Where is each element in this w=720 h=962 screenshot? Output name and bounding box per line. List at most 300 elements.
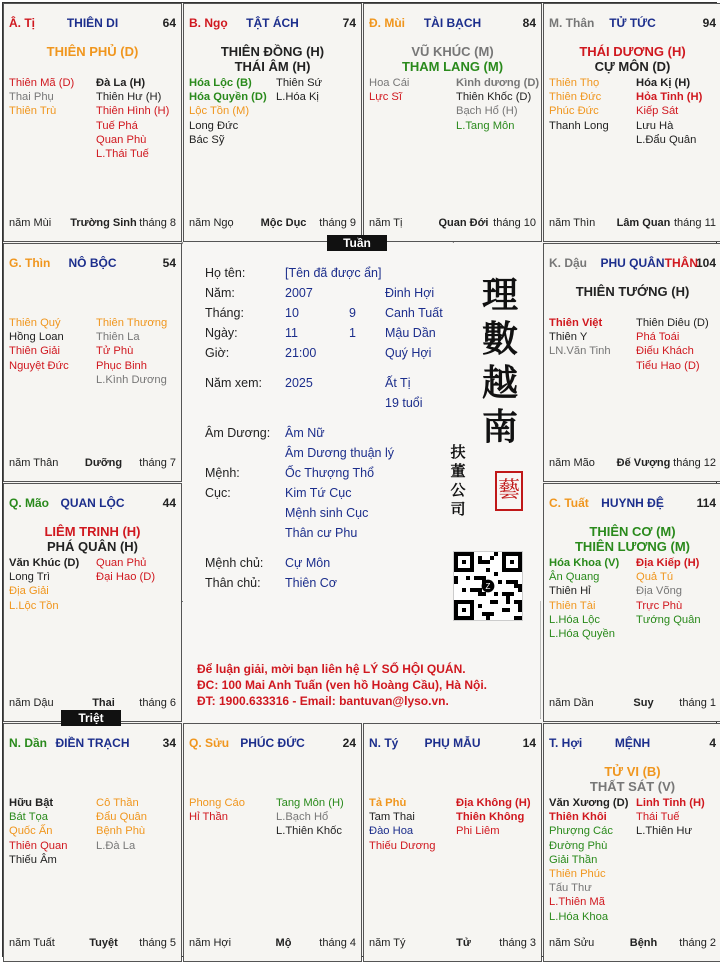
palace-stage: Trường Sinh <box>70 217 137 229</box>
palace-suu[interactable] <box>183 723 362 962</box>
palace-month: tháng 12 <box>673 457 716 469</box>
main-star: CỰ MÔN (D) <box>594 59 671 74</box>
minor-star: Bạch Hổ (H) <box>456 105 518 118</box>
logo-glyph: 越 <box>481 362 518 404</box>
palace-position: Q. Mão <box>9 496 50 510</box>
minor-stars-left <box>9 556 79 613</box>
minor-star: Thiên Khôi <box>549 811 607 824</box>
palace-stage: Tuyệt <box>89 937 118 949</box>
minor-star: Đại Hao (D) <box>96 571 156 584</box>
minor-star: L.Hóa Kị <box>276 91 319 104</box>
palace-year: năm Tị <box>369 217 403 229</box>
minor-star: Thiên Việt <box>549 317 603 329</box>
palace-header <box>369 16 536 32</box>
palace-year: năm Thìn <box>549 217 596 229</box>
minor-stars-right <box>636 556 701 627</box>
palace-year: năm Hợi <box>189 937 232 949</box>
palace-month: tháng 10 <box>493 217 536 229</box>
palace-than[interactable] <box>543 3 720 242</box>
palace-age-number: 104 <box>695 256 716 270</box>
label-month: Tháng: <box>205 306 244 320</box>
palace-position: Q. Sửu <box>189 736 230 750</box>
minor-stars-left <box>549 796 628 924</box>
minor-star: Phục Binh <box>96 359 147 372</box>
palace-name: TẬT ÁCH <box>246 16 299 30</box>
palace-year: năm Thân <box>9 457 59 469</box>
palace-header <box>549 736 716 752</box>
palace-month: tháng 2 <box>679 937 716 949</box>
logo-small-glyph: 司 <box>450 500 466 518</box>
label-menh: Mệnh: <box>205 466 240 480</box>
palace-header <box>549 256 716 272</box>
palace-name: PHỤ MẪU <box>424 736 481 750</box>
label-menh-chu: Mệnh chủ: <box>205 556 264 570</box>
logo-calligraphy <box>478 273 522 449</box>
palace-year: năm Dậu <box>9 697 54 709</box>
minor-star: Thiên Phúc <box>549 868 606 881</box>
main-stars <box>546 524 719 554</box>
palace-footer <box>9 217 176 231</box>
triet-marker: Triệt <box>61 710 121 726</box>
minor-star: Bát Tọa <box>9 811 48 824</box>
palace-name: HUYNH ĐỆ <box>601 496 664 510</box>
contact-block <box>197 661 537 709</box>
palace-age-number: 54 <box>162 256 176 270</box>
minor-star: Thiên Hỉ <box>549 585 591 598</box>
minor-star: Thiên Mã (D) <box>9 77 75 89</box>
palace-year: năm Tuất <box>9 937 55 949</box>
tuan-marker: Tuần <box>327 235 387 251</box>
palace-hoi[interactable] <box>543 723 720 962</box>
minor-star: Tấu Thư <box>549 882 592 895</box>
value-view-canchi: Ất Tị <box>385 376 411 390</box>
palace-mao[interactable] <box>3 483 182 722</box>
minor-star: Kình dương (D) <box>456 77 540 89</box>
minor-star: Nguyệt Đức <box>9 359 69 372</box>
main-star: THIÊN ĐỒNG (H) <box>220 44 325 59</box>
minor-star: Quốc Ấn <box>9 825 53 838</box>
minor-star: Thiên Quan <box>9 839 68 852</box>
palace-year: năm Mùi <box>9 217 52 229</box>
palace-position: B. Ngọ <box>189 16 228 30</box>
minor-star: Thiếu Dương <box>369 839 436 852</box>
minor-stars-left <box>189 796 245 824</box>
minor-star: Văn Xương (D) <box>549 797 629 809</box>
minor-star: Thiên Hình (H) <box>96 105 170 118</box>
minor-star: L.Tang Môn <box>456 119 515 132</box>
minor-star: Địa Giải <box>9 585 49 598</box>
minor-star: Quả Tú <box>636 571 674 584</box>
minor-star: L.Hóa Quyền <box>549 628 615 641</box>
value-menh-chu: Cự Môn <box>285 556 331 570</box>
value-day-lunar: 1 <box>349 326 356 340</box>
minor-star: Thai Phụ <box>9 91 54 104</box>
minor-star: Long Đức <box>189 119 239 132</box>
palace-month: tháng 4 <box>319 937 356 949</box>
palace-header <box>189 16 356 32</box>
palace-footer <box>9 937 176 951</box>
minor-stars-right <box>636 76 702 147</box>
palace-mui[interactable] <box>363 3 542 242</box>
minor-star: Thiên Thương <box>96 317 168 329</box>
minor-star: L.Thiên Khốc <box>276 825 342 838</box>
minor-stars-left <box>549 556 619 641</box>
value-name: [Tên đã được ẩn] <box>285 266 382 280</box>
palace-header <box>9 496 176 512</box>
than-marker: THÂN <box>664 256 698 270</box>
value-year-canchi: Đinh Hợi <box>385 286 435 300</box>
palace-footer <box>549 457 716 471</box>
value-cuc: Kim Tứ Cục <box>285 486 352 500</box>
minor-stars-left <box>9 316 69 373</box>
palace-header <box>189 736 356 752</box>
palace-position: T. Hợi <box>549 736 583 750</box>
minor-star: Tướng Quân <box>636 613 701 626</box>
value-day: 11 <box>285 326 298 340</box>
main-star: THÁI ÂM (H) <box>234 59 311 74</box>
minor-star: Thiên Sứ <box>276 77 323 89</box>
palace-header <box>9 736 176 752</box>
minor-star: Thiên Hư (H) <box>96 91 162 104</box>
palace-name: ĐIỀN TRẠCH <box>55 736 130 750</box>
main-star: VŨ KHÚC (M) <box>411 44 494 59</box>
value-hour-canchi: Quý Hợi <box>385 346 432 360</box>
palace-age-number: 64 <box>162 16 176 30</box>
palace-month: tháng 11 <box>673 217 716 229</box>
value-day-canchi: Mậu Dần <box>385 326 436 340</box>
palace-stage: Tử <box>456 937 471 949</box>
minor-star: L.Lộc Tồn <box>9 599 59 612</box>
seal-char: 藝 <box>497 478 520 503</box>
value-amduong-2: Âm Dương thuận lý <box>285 446 394 460</box>
palace-month: tháng 5 <box>139 937 176 949</box>
logo-small-glyph: 董 <box>450 462 466 480</box>
main-star: LIÊM TRINH (H) <box>44 524 141 539</box>
palace-age-number: 34 <box>162 736 176 750</box>
minor-star: L.Thiên Mã <box>549 896 605 909</box>
palace-dan[interactable] <box>3 723 182 962</box>
minor-star: Lộc Tồn (M) <box>189 105 250 118</box>
minor-star: Đào Hoa <box>369 825 414 838</box>
minor-stars-right <box>96 556 155 584</box>
minor-star: Long Trì <box>9 571 51 584</box>
minor-star: Tử Phù <box>96 345 134 358</box>
minor-star: Thiên Không <box>456 811 525 824</box>
minor-stars-right <box>96 76 169 161</box>
minor-stars-right <box>276 796 344 839</box>
logo-small-calligraphy <box>449 443 467 519</box>
minor-stars-right <box>456 76 539 133</box>
palace-position: Â. Tị <box>9 16 35 30</box>
minor-star: Đà La (H) <box>96 77 146 89</box>
value-month-lunar: 9 <box>349 306 356 320</box>
palace-position: M. Thân <box>549 16 595 30</box>
palace-month: tháng 3 <box>499 937 536 949</box>
palace-position: C. Tuất <box>549 496 589 510</box>
label-cuc: Cục: <box>205 486 231 500</box>
minor-star: Thiên Trù <box>9 105 57 118</box>
main-star: THIÊN LƯƠNG (M) <box>574 539 691 554</box>
value-age: 19 tuổi <box>385 396 423 410</box>
minor-star: Hóa Lộc (B) <box>189 77 252 89</box>
minor-star: L.Kình Dương <box>96 373 167 386</box>
value-month: 10 <box>285 306 299 320</box>
label-hour: Giờ: <box>205 346 230 360</box>
palace-footer <box>9 457 176 471</box>
minor-star: Hóa Quyền (D) <box>189 91 267 104</box>
palace-month: tháng 9 <box>319 217 356 229</box>
palace-stage: Lâm Quan <box>616 217 671 229</box>
palace-footer <box>369 217 536 231</box>
minor-stars-left <box>369 796 435 853</box>
label-than-chu: Thân chủ: <box>205 576 261 590</box>
palace-stage: Đế Vượng <box>616 457 671 469</box>
value-hour: 21:00 <box>285 346 317 360</box>
palace-footer <box>9 697 176 711</box>
minor-star: Địa Kiếp (H) <box>636 557 700 569</box>
palace-position: K. Dậu <box>549 256 588 270</box>
main-star: THIÊN PHỦ (D) <box>46 44 139 59</box>
main-star: THIÊN CƠ (M) <box>589 524 676 539</box>
minor-star: Tang Môn (H) <box>276 797 344 809</box>
minor-star: Linh Tinh (H) <box>636 797 705 809</box>
minor-star: Bác Sỹ <box>189 133 225 146</box>
palace-stage: Quan Đới <box>438 217 489 229</box>
minor-star: Phúc Đức <box>549 105 599 118</box>
minor-star: LN.Văn Tinh <box>549 345 611 358</box>
value-year: 2007 <box>285 286 313 300</box>
contact-address: ĐC: 100 Mai Anh Tuấn (ven hồ Hoàng Cầu), Hà Nội. <box>197 678 488 692</box>
minor-stars-left <box>549 316 611 359</box>
minor-star: Thiên Khốc (D) <box>456 91 532 104</box>
palace-header <box>549 496 716 512</box>
palace-age-number: 84 <box>522 16 536 30</box>
main-stars <box>6 524 179 554</box>
palace-footer <box>369 937 536 951</box>
logo-small-glyph: 公 <box>450 481 466 499</box>
palace-footer <box>189 217 356 231</box>
palace-footer <box>549 937 716 951</box>
palace-header <box>9 16 176 32</box>
minor-stars-right <box>96 316 167 387</box>
palace-year: năm Mão <box>549 457 595 469</box>
palace-name: PHÚC ĐỨC <box>240 736 305 750</box>
palace-month: tháng 8 <box>139 217 176 229</box>
palace-year: năm Tý <box>369 937 406 949</box>
palace-footer <box>189 937 356 951</box>
palace-year: năm Sửu <box>549 937 595 949</box>
main-star: THẤT SÁT (V) <box>589 779 676 794</box>
minor-stars-left <box>189 76 267 147</box>
minor-star: Thiếu Âm <box>9 853 57 866</box>
palace-month: tháng 6 <box>139 697 176 709</box>
minor-star: Phá Toái <box>636 331 680 344</box>
minor-star: Hữu Bật <box>9 797 54 809</box>
qr-code[interactable] <box>453 551 523 621</box>
minor-stars-right <box>96 796 147 853</box>
palace-month: tháng 7 <box>139 457 176 469</box>
minor-star: Đường Phù <box>549 839 608 852</box>
minor-star: Đẩu Quân <box>96 811 147 824</box>
logo-glyph: 南 <box>481 406 518 448</box>
main-stars <box>6 44 179 59</box>
minor-stars-right <box>636 796 705 839</box>
minor-star: Thiên Đức <box>549 91 602 104</box>
palace-year: năm Dần <box>549 697 594 709</box>
minor-star: Hóa Khoa (V) <box>549 557 620 569</box>
minor-star: L.Bạch Hổ <box>276 811 329 824</box>
minor-star: Thiên Tài <box>549 599 596 612</box>
label-amduong: Âm Dương: <box>205 426 271 440</box>
main-stars <box>546 284 719 299</box>
label-view-year: Năm xem: <box>205 376 262 390</box>
palace-age-number: 94 <box>702 16 716 30</box>
label-day: Ngày: <box>205 326 238 340</box>
palace-position: N. Tý <box>369 736 399 750</box>
value-view-year: 2025 <box>285 376 313 390</box>
minor-star: Thiên Y <box>549 331 588 344</box>
minor-stars-left <box>9 796 67 867</box>
palace-stage: Mộ <box>275 937 292 949</box>
minor-stars-left <box>369 76 409 104</box>
palace-ty[interactable] <box>3 3 182 242</box>
minor-star: L.Thiên Hư <box>636 825 692 838</box>
main-star: PHÁ QUÂN (H) <box>47 539 138 554</box>
contact-phone-email[interactable]: ĐT: 1900.633316 - Email: bantuvan@lyso.vn. <box>197 694 449 708</box>
minor-star: Trực Phù <box>636 599 683 612</box>
minor-star: Lưu Hà <box>636 119 674 132</box>
palace-name: THIÊN DI <box>66 16 119 30</box>
palace-name: MỆNH <box>614 736 651 750</box>
main-stars <box>186 44 359 74</box>
palace-year: năm Ngọ <box>189 217 234 229</box>
logo-small-glyph: 扶 <box>450 443 466 461</box>
minor-star: Thái Tuế <box>636 811 680 824</box>
palace-stage: Thai <box>92 697 115 709</box>
value-amduong: Âm Nữ <box>285 426 325 440</box>
minor-star: Hỏa Tinh (H) <box>636 91 703 104</box>
palace-stage: Dưỡng <box>84 457 123 469</box>
palace-header <box>9 256 176 272</box>
minor-stars-right <box>636 316 709 373</box>
svg-text:Z: Z <box>485 582 491 592</box>
minor-star: Giải Thần <box>549 853 598 866</box>
minor-star: Địa Không (H) <box>456 797 531 809</box>
value-month-canchi: Canh Tuất <box>385 306 443 320</box>
value-cuc-3: Thân cư Phu <box>285 526 358 540</box>
palace-age-number: 24 <box>342 736 356 750</box>
palace-name: TÀI BẠCH <box>423 16 482 30</box>
value-menh: Ốc Thượng Thổ <box>285 466 375 480</box>
minor-star: Tiểu Hao (D) <box>636 359 700 372</box>
minor-star: L.Hóa Lộc <box>549 613 600 626</box>
minor-star: Thanh Long <box>549 119 609 132</box>
palace-age-number: 114 <box>696 496 716 510</box>
minor-star: Bệnh Phù <box>96 825 146 838</box>
palace-position: Đ. Mùi <box>369 16 405 30</box>
value-than-chu: Thiên Cơ <box>285 576 337 590</box>
minor-star: Hóa Kị (H) <box>636 77 691 89</box>
palace-name: NÔ BỘC <box>68 256 117 270</box>
logo-glyph: 數 <box>481 318 518 360</box>
palace-dau[interactable] <box>543 243 720 482</box>
minor-stars-left <box>549 76 609 133</box>
minor-star: Hoa Cái <box>369 77 410 89</box>
minor-star: Hỉ Thần <box>189 811 228 824</box>
value-cuc-2: Mệnh sinh Cục <box>285 506 369 520</box>
logo-glyph: 理 <box>481 274 518 316</box>
minor-stars-left <box>9 76 74 119</box>
red-seal-stamp <box>495 471 523 511</box>
palace-header <box>549 16 716 32</box>
minor-star: L.Thái Tuế <box>96 148 149 161</box>
main-star: TỬ VI (B) <box>604 764 661 779</box>
palace-header <box>369 736 536 752</box>
palace-month: tháng 1 <box>679 697 716 709</box>
main-star: THAM LANG (M) <box>401 59 504 74</box>
info-block <box>205 263 443 593</box>
minor-star: L.Đẩu Quân <box>636 133 697 146</box>
label-name: Họ tên: <box>205 266 246 280</box>
minor-star: Tam Thai <box>369 811 415 824</box>
minor-star: Thiên Quý <box>9 317 61 329</box>
minor-star: Quan Phù <box>96 133 147 146</box>
minor-star: Địa Võng <box>636 585 683 598</box>
palace-stage: Bệnh <box>629 937 658 949</box>
palace-ty2[interactable] <box>363 723 542 962</box>
palace-name: TỬ TỨC <box>609 16 656 30</box>
minor-stars-right <box>276 76 322 104</box>
palace-stage: Mộc Dục <box>260 217 307 229</box>
palace-thin[interactable] <box>3 243 182 482</box>
palace-name: QUAN LỘC <box>60 496 125 510</box>
tuvi-chart <box>2 2 717 957</box>
main-star: THÁI DƯƠNG (H) <box>579 44 686 59</box>
main-stars <box>546 764 719 794</box>
main-stars <box>366 44 539 74</box>
minor-star: Thiên Diêu (D) <box>636 317 709 329</box>
minor-star: Ân Quang <box>549 571 600 584</box>
palace-footer <box>549 217 716 231</box>
palace-position: G. Thìn <box>9 256 51 270</box>
minor-star: Phong Cáo <box>189 797 245 809</box>
palace-age-number: 14 <box>522 736 536 750</box>
minor-star: Thiên La <box>96 331 140 344</box>
label-year: Năm: <box>205 286 235 300</box>
palace-stage: Suy <box>633 697 654 709</box>
minor-star: Tuế Phá <box>96 119 138 132</box>
palace-age-number: 4 <box>709 736 716 750</box>
minor-star: Điếu Khách <box>636 345 694 358</box>
minor-star: Phi Liêm <box>456 825 500 838</box>
minor-star: Cô Thần <box>96 797 139 809</box>
palace-ngo[interactable] <box>183 3 362 242</box>
contact-line-1: Để luận giải, mời bạn liên hệ LÝ SỐ HỘI QUÁN. <box>197 662 466 676</box>
minor-star: L.Hóa Khoa <box>549 910 609 923</box>
minor-star: Kiếp Sát <box>636 105 679 118</box>
palace-age-number: 74 <box>342 16 356 30</box>
palace-tuat[interactable] <box>543 483 720 722</box>
palace-age-number: 44 <box>162 496 176 510</box>
palace-position: N. Dần <box>9 736 48 750</box>
minor-stars-right <box>456 796 531 839</box>
palace-name: PHU QUÂN <box>600 256 665 270</box>
minor-star: Tả Phù <box>369 797 407 809</box>
minor-star: L.Đà La <box>96 839 136 852</box>
minor-star: Văn Khúc (D) <box>9 557 80 569</box>
minor-star: Thiên Giải <box>9 345 60 358</box>
minor-star: Lực Sĩ <box>369 91 402 104</box>
